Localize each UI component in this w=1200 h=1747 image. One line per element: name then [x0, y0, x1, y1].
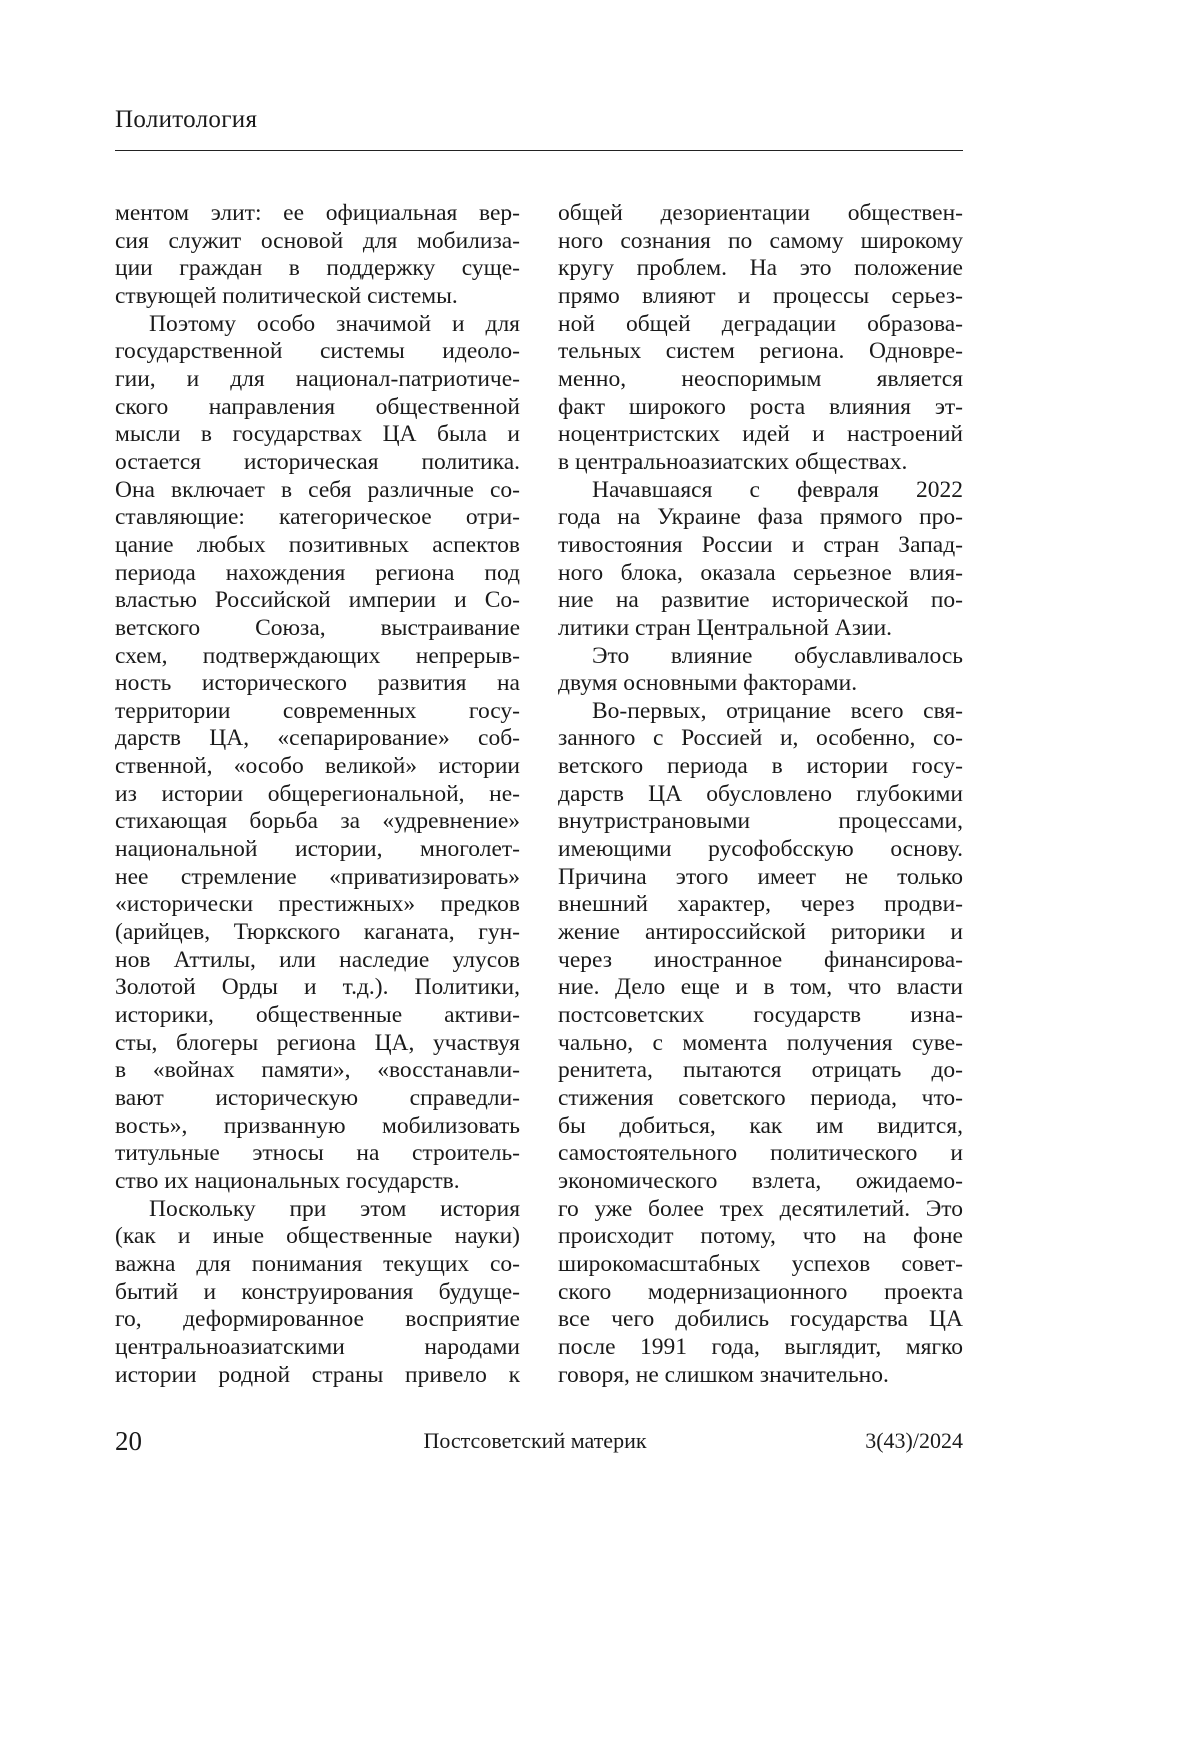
paragraph: [558, 698, 963, 1389]
text-line: имеющими русофобсскую основу.: [558, 836, 963, 864]
text-line: из истории общерегиональной, не-: [115, 781, 520, 809]
running-head-section: Политология: [115, 106, 257, 134]
paragraph: [115, 311, 520, 1196]
text-line: ной общей деградации образова-: [558, 311, 963, 339]
text-line: стижения советского периода, что-: [558, 1085, 963, 1113]
text-line: занного с Россией и, особенно, со-: [558, 725, 963, 753]
text-line: двумя основными факторами.: [558, 670, 963, 698]
text-line: ментом элит: ее официальная вер-: [115, 200, 520, 228]
text-line: Золотой Орды и т.д.). Политики,: [115, 974, 520, 1002]
text-line: вость», призванную мобилизовать: [115, 1113, 520, 1141]
text-line: широкомасштабных успехов совет-: [558, 1251, 963, 1279]
text-line: внешний характер, через продви-: [558, 891, 963, 919]
text-line: ского направления общественной: [115, 394, 520, 422]
text-line: общей дезориентации обществен-: [558, 200, 963, 228]
text-line: дарств ЦА, «сепарирование» соб-: [115, 725, 520, 753]
text-line: Начавшаяся с февраля 2022: [558, 477, 963, 505]
text-line: периода нахождения региона под: [115, 560, 520, 588]
text-line: (арийцев, Тюркского каганата, гун-: [115, 919, 520, 947]
text-line: государственной системы идеоло-: [115, 338, 520, 366]
text-line: внутристрановыми процессами,: [558, 808, 963, 836]
text-line: бы добиться, как им видится,: [558, 1113, 963, 1141]
text-line: Это влияние обуславливалось: [558, 643, 963, 671]
text-line: происходит потому, что на фоне: [558, 1223, 963, 1251]
text-line: остается историческая политика.: [115, 449, 520, 477]
text-line: факт широкого роста влияния эт-: [558, 394, 963, 422]
text-line: тивостояния России и стран Запад-: [558, 532, 963, 560]
text-line: ноцентристских идей и настроений: [558, 421, 963, 449]
text-line: кругу проблем. На это положение: [558, 255, 963, 283]
text-line: в «войнах памяти», «восстанавли-: [115, 1057, 520, 1085]
text-line: титульные этносы на строитель-: [115, 1140, 520, 1168]
text-line: территории современных госу-: [115, 698, 520, 726]
text-line: все чего добились государства ЦА: [558, 1306, 963, 1334]
text-line: Поскольку при этом история: [115, 1196, 520, 1224]
text-line: говоря, не слишком значительно.: [558, 1362, 963, 1390]
journal-title: Постсоветский материк: [0, 1428, 1070, 1454]
paragraph: [558, 477, 963, 643]
text-column-left: [115, 200, 520, 1389]
text-line: «исторически престижных» предков: [115, 891, 520, 919]
text-line: нее стремление «приватизировать»: [115, 864, 520, 892]
text-line: гии, и для национал-патриотиче-: [115, 366, 520, 394]
text-line: истории родной страны привело к: [115, 1362, 520, 1390]
text-line: ние на развитие исторической по-: [558, 587, 963, 615]
text-column-right: [558, 200, 963, 1389]
text-line: Во-первых, отрицание всего свя-: [558, 698, 963, 726]
text-line: центральноазиатскими народами: [115, 1334, 520, 1362]
text-line: ного сознания по самому широкому: [558, 228, 963, 256]
text-line: литики стран Центральной Азии.: [558, 615, 963, 643]
text-line: менно, неоспоримым является: [558, 366, 963, 394]
text-line: тельных систем региона. Одновре-: [558, 338, 963, 366]
text-line: сия служит основой для мобилиза-: [115, 228, 520, 256]
text-line: стихающая борьба за «удревнение»: [115, 808, 520, 836]
text-line: дарств ЦА обусловлено глубокими: [558, 781, 963, 809]
text-line: ставляющие: категорическое отри-: [115, 504, 520, 532]
text-line: мысли в государствах ЦА была и: [115, 421, 520, 449]
text-line: года на Украине фаза прямого про-: [558, 504, 963, 532]
issue-number: 3(43)/2024: [865, 1428, 963, 1454]
text-line: нов Аттилы, или наследие улусов: [115, 947, 520, 975]
text-line: самостоятельного политического и: [558, 1140, 963, 1168]
text-line: Причина этого имеет не только: [558, 864, 963, 892]
text-line: экономического взлета, ожидаемо-: [558, 1168, 963, 1196]
text-line: ние. Дело еще и в том, что власти: [558, 974, 963, 1002]
text-line: ветского Союза, выстраивание: [115, 615, 520, 643]
text-line: национальной истории, многолет-: [115, 836, 520, 864]
text-line: жение антироссийской риторики и: [558, 919, 963, 947]
text-line: вают историческую справедли-: [115, 1085, 520, 1113]
header-rule: [115, 150, 963, 151]
text-line: важна для понимания текущих со-: [115, 1251, 520, 1279]
text-line: прямо влияют и процессы серьез-: [558, 283, 963, 311]
text-line: сты, блогеры региона ЦА, участвуя: [115, 1030, 520, 1058]
text-line: ность исторического развития на: [115, 670, 520, 698]
text-line: Поэтому особо значимой и для: [115, 311, 520, 339]
text-line: Она включает в себя различные со-: [115, 477, 520, 505]
text-line: властью Российской империи и Со-: [115, 587, 520, 615]
text-line: ство их национальных государств.: [115, 1168, 520, 1196]
text-line: через иностранное финансирова-: [558, 947, 963, 975]
text-line: го, деформированное восприятие: [115, 1306, 520, 1334]
text-line: ствующей политической системы.: [115, 283, 520, 311]
text-line: цание любых позитивных аспектов: [115, 532, 520, 560]
paragraph: [558, 200, 963, 477]
text-line: в центральноазиатских обществах.: [558, 449, 963, 477]
paragraph: [558, 643, 963, 698]
text-line: (как и иные общественные науки): [115, 1223, 520, 1251]
text-line: постсоветских государств изна-: [558, 1002, 963, 1030]
text-line: схем, подтверждающих непрерыв-: [115, 643, 520, 671]
text-line: ции граждан в поддержку суще-: [115, 255, 520, 283]
text-line: ренитета, пытаются отрицать до-: [558, 1057, 963, 1085]
text-line: ветского периода в истории госу-: [558, 753, 963, 781]
text-line: ного блока, оказала серьезное влия-: [558, 560, 963, 588]
paragraph: [115, 200, 520, 311]
page-number: 20: [115, 1426, 142, 1457]
text-line: историки, общественные активи-: [115, 1002, 520, 1030]
text-line: после 1991 года, выглядит, мягко: [558, 1334, 963, 1362]
text-line: ского модернизационного проекта: [558, 1279, 963, 1307]
paragraph: [115, 1196, 520, 1390]
text-line: го уже более трех десятилетий. Это: [558, 1196, 963, 1224]
text-line: чально, с момента получения суве-: [558, 1030, 963, 1058]
text-line: бытий и конструирования будуще-: [115, 1279, 520, 1307]
text-line: ственной, «особо великой» истории: [115, 753, 520, 781]
